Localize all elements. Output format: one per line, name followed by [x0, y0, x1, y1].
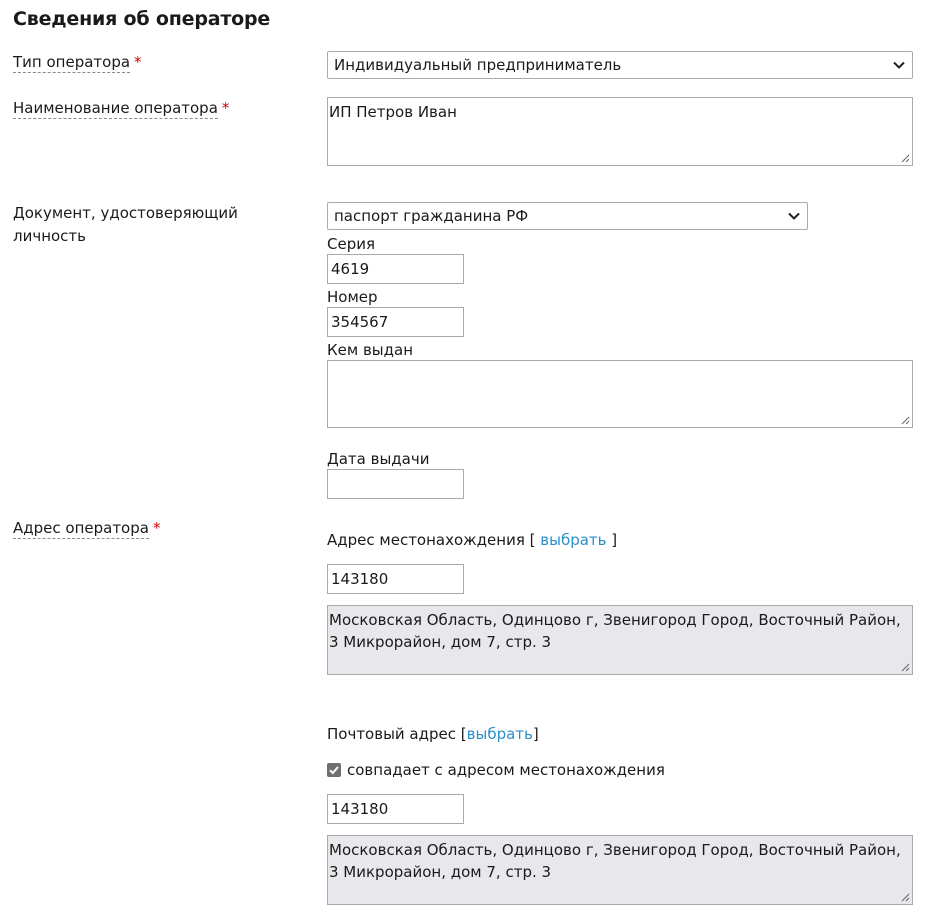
bracket-open: [ — [460, 725, 467, 743]
location-address-value: Московская Область, Одинцово г, Звенигород Город, Восточный Район, 3 Микрорайон, дом 7, стр. 3 — [329, 611, 901, 651]
operator-type-value: Индивидуальный предприниматель — [334, 56, 622, 74]
operator-name-label-text: Наименование оператора — [13, 99, 218, 117]
same-address-row[interactable] — [327, 760, 665, 780]
number-label: Номер — [327, 288, 378, 306]
check-icon — [328, 764, 340, 776]
operator-type-select[interactable] — [327, 51, 913, 79]
operator-type-label — [13, 51, 142, 74]
bracket-close: ] — [532, 725, 539, 743]
bracket-close: ] — [611, 531, 618, 549]
series-input[interactable]: 4619 — [327, 254, 464, 284]
operator-name-label — [13, 97, 229, 120]
same-address-label: совпадает с адресом местонахождения — [347, 761, 665, 779]
operator-name-value: ИП Петров Иван — [329, 103, 457, 121]
location-postcode-input[interactable]: 143180 — [327, 564, 464, 594]
document-type-select[interactable] — [327, 202, 808, 230]
issue-date-label: Дата выдачи — [327, 450, 430, 468]
postal-address-label — [327, 724, 539, 744]
section-title: Сведения об операторе — [13, 8, 271, 30]
chevron-down-icon — [893, 61, 905, 69]
location-address-label — [327, 530, 617, 550]
postal-postcode-input[interactable]: 143180 — [327, 794, 464, 824]
operator-name-textarea[interactable] — [327, 97, 913, 166]
operator-address-label — [13, 517, 160, 540]
issued-by-label: Кем выдан — [327, 341, 414, 359]
resize-grip-icon[interactable] — [901, 416, 910, 425]
same-address-checkbox[interactable] — [327, 763, 341, 777]
choose-postal-link[interactable]: выбрать — [466, 725, 533, 743]
operator-type-label-text: Тип оператора — [13, 53, 131, 71]
identity-document-label: Документ, удостоверяющий личность — [13, 204, 238, 245]
resize-grip-icon[interactable] — [901, 663, 910, 672]
issued-by-textarea[interactable] — [327, 360, 913, 428]
location-address-title: Адрес местонахождения — [327, 531, 525, 549]
location-address-textarea[interactable] — [327, 605, 913, 675]
operator-address-label-text: Адрес оператора — [13, 519, 149, 537]
issue-date-input[interactable] — [327, 469, 464, 499]
postal-address-textarea[interactable] — [327, 835, 913, 905]
postal-address-value: Московская Область, Одинцово г, Звенигород Город, Восточный Район, 3 Микрорайон, дом 7, стр. 3 — [329, 841, 901, 881]
bracket-open: [ — [529, 531, 536, 549]
chevron-down-icon — [788, 212, 800, 220]
choose-location-link[interactable]: выбрать — [540, 531, 607, 549]
number-input[interactable]: 354567 — [327, 307, 464, 337]
required-mark: * — [134, 53, 142, 71]
series-label: Серия — [327, 235, 375, 253]
required-mark: * — [221, 99, 230, 117]
required-mark: * — [152, 519, 161, 537]
resize-grip-icon[interactable] — [901, 893, 910, 902]
resize-grip-icon[interactable] — [901, 154, 910, 163]
document-type-value: паспорт гражданина РФ — [334, 207, 529, 225]
postal-address-title: Почтовый адрес — [327, 725, 456, 743]
